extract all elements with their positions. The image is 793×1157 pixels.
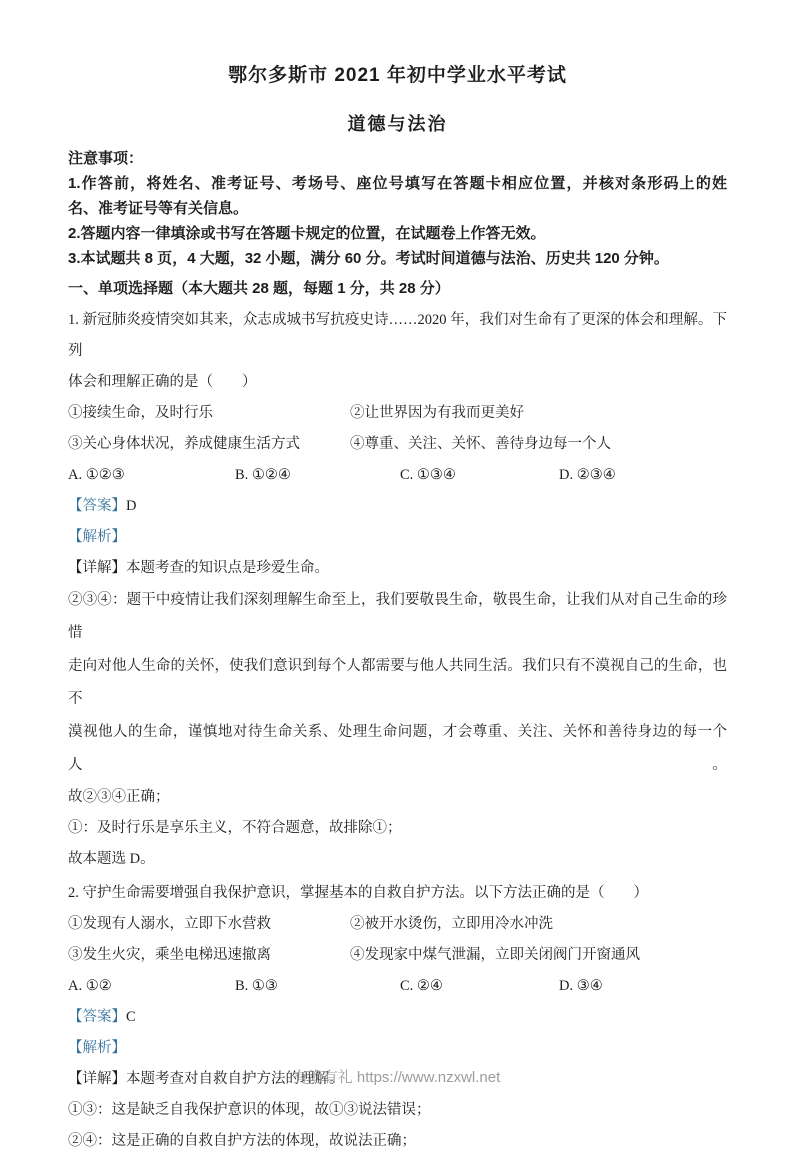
notice-line: 1.作答前，将姓名、准考证号、考场号、座位号填写在答题卡相应位置，并核对条形码上的姓: [68, 175, 727, 192]
choice-row: [68, 971, 727, 1002]
notice-line: 3.本试题共 8 页，4 大题，32 小题，满分 60 分。考试时间道德与法治、历史共 120 分钟。: [68, 250, 669, 267]
choice-item-a: A. ①②③: [68, 467, 125, 483]
option-item: ①接续生命，及时行乐: [68, 405, 213, 421]
choice-item-c: C. ①③④: [400, 467, 456, 483]
footer-link[interactable]: 有渔有礼 https://www.nzxwl.net: [292, 1069, 501, 1086]
option-row: [68, 909, 727, 940]
option-item: ④发现家中煤气泄漏，立即关闭阀门开窗通风: [350, 947, 640, 963]
option-item: ②让世界因为有我而更美好: [350, 405, 524, 421]
analysis-label: 【解析】: [68, 1040, 126, 1056]
answer-row: [68, 491, 727, 522]
question-2: [68, 878, 727, 1157]
detail-line: 走向对他人生命的关怀，使我们意识到每个人都需要与他人共同生活。我们只有不漠视自己的生命，也不: [68, 658, 727, 707]
choice-row: [68, 460, 727, 491]
notice-heading: 注意事项：: [68, 150, 144, 167]
answer-label: 【答案】: [68, 498, 126, 514]
choice-item-b: B. ①③: [235, 978, 278, 994]
page-subtitle: 道德与法治: [347, 114, 448, 134]
footer-watermark: [0, 1066, 793, 1090]
option-item: ③发生火灾，乘坐电梯迅速撤离: [68, 947, 271, 963]
answer-value: C: [126, 1009, 136, 1025]
detail-line: 故本题选 D。: [68, 851, 155, 867]
notice-line: 2.答题内容一律填涂或书写在答题卡规定的位置，在试题卷上作答无效。: [68, 225, 546, 242]
option-item: ③关心身体状况，养成健康生活方式: [68, 436, 300, 452]
detail-line: ②③④：题干中疫情让我们深刻理解生命至上，我们要敬畏生命，敬畏生命，让我们从对自己生命的珍惜: [68, 592, 727, 641]
notice-line: 名、准考证号等有关信息。: [68, 200, 249, 217]
choice-item-b: B. ①②④: [235, 467, 291, 483]
option-row: [68, 429, 727, 460]
option-item: ②被开水烫伤，立即用冷水冲洗: [350, 916, 553, 932]
page-title: 鄂尔多斯市 2021 年初中学业水平考试: [228, 65, 567, 86]
analysis-row: [68, 522, 727, 553]
detail-line: 故②③④正确；: [68, 789, 170, 805]
option-row: [68, 940, 727, 971]
question-stem-line: 体会和理解正确的是（ ）: [68, 374, 257, 390]
choice-item-d: D. ②③④: [559, 467, 616, 483]
analysis-label: 【解析】: [68, 529, 126, 545]
detail-line: ①：及时行乐是享乐主义，不符合题意，故排除①；: [68, 820, 402, 836]
option-item: ④尊重、关注、关怀、善待身边每一个人: [350, 436, 611, 452]
choice-item-c: C. ②④: [400, 978, 443, 994]
answer-row: [68, 1002, 727, 1033]
answer-value: D: [126, 498, 137, 514]
detail-line: 【详解】本题考查的知识点是珍爱生命。: [68, 560, 329, 576]
question-1: [68, 305, 727, 875]
detail-line: ①③：这是缺乏自我保护意识的体现，故①③说法错误；: [68, 1102, 431, 1118]
analysis-row: [68, 1033, 727, 1064]
detail-line: 漠视他人的生命，谨慎地对待生命关系、处理生命问题，才会尊重、关注、关怀和善待身边的每一个人。: [68, 724, 727, 773]
choice-item-d: D. ③④: [559, 978, 603, 994]
question-stem-line: 2. 守护生命需要增强自我保护意识，掌握基本的自救自护方法。以下方法正确的是（ ）: [68, 885, 648, 901]
detail-line: ②④：这是正确的自救自护方法的体现，故说法正确；: [68, 1133, 416, 1149]
option-item: ①发现有人溺水，立即下水营救: [68, 916, 271, 932]
section-heading: 一、单项选择题（本大题共 28 题，每题 1 分，共 28 分）: [68, 280, 450, 297]
option-row: [68, 398, 727, 429]
detail-line: 【详解】本题考查对自救自护方法的理解。: [68, 1071, 344, 1087]
choice-item-a: A. ①②: [68, 978, 112, 994]
question-stem-line: 1. 新冠肺炎疫情突如其来，众志成城书写抗疫史诗……2020 年，我们对生命有了更深的体会和理解。下列: [68, 312, 727, 359]
answer-label: 【答案】: [68, 1009, 126, 1025]
